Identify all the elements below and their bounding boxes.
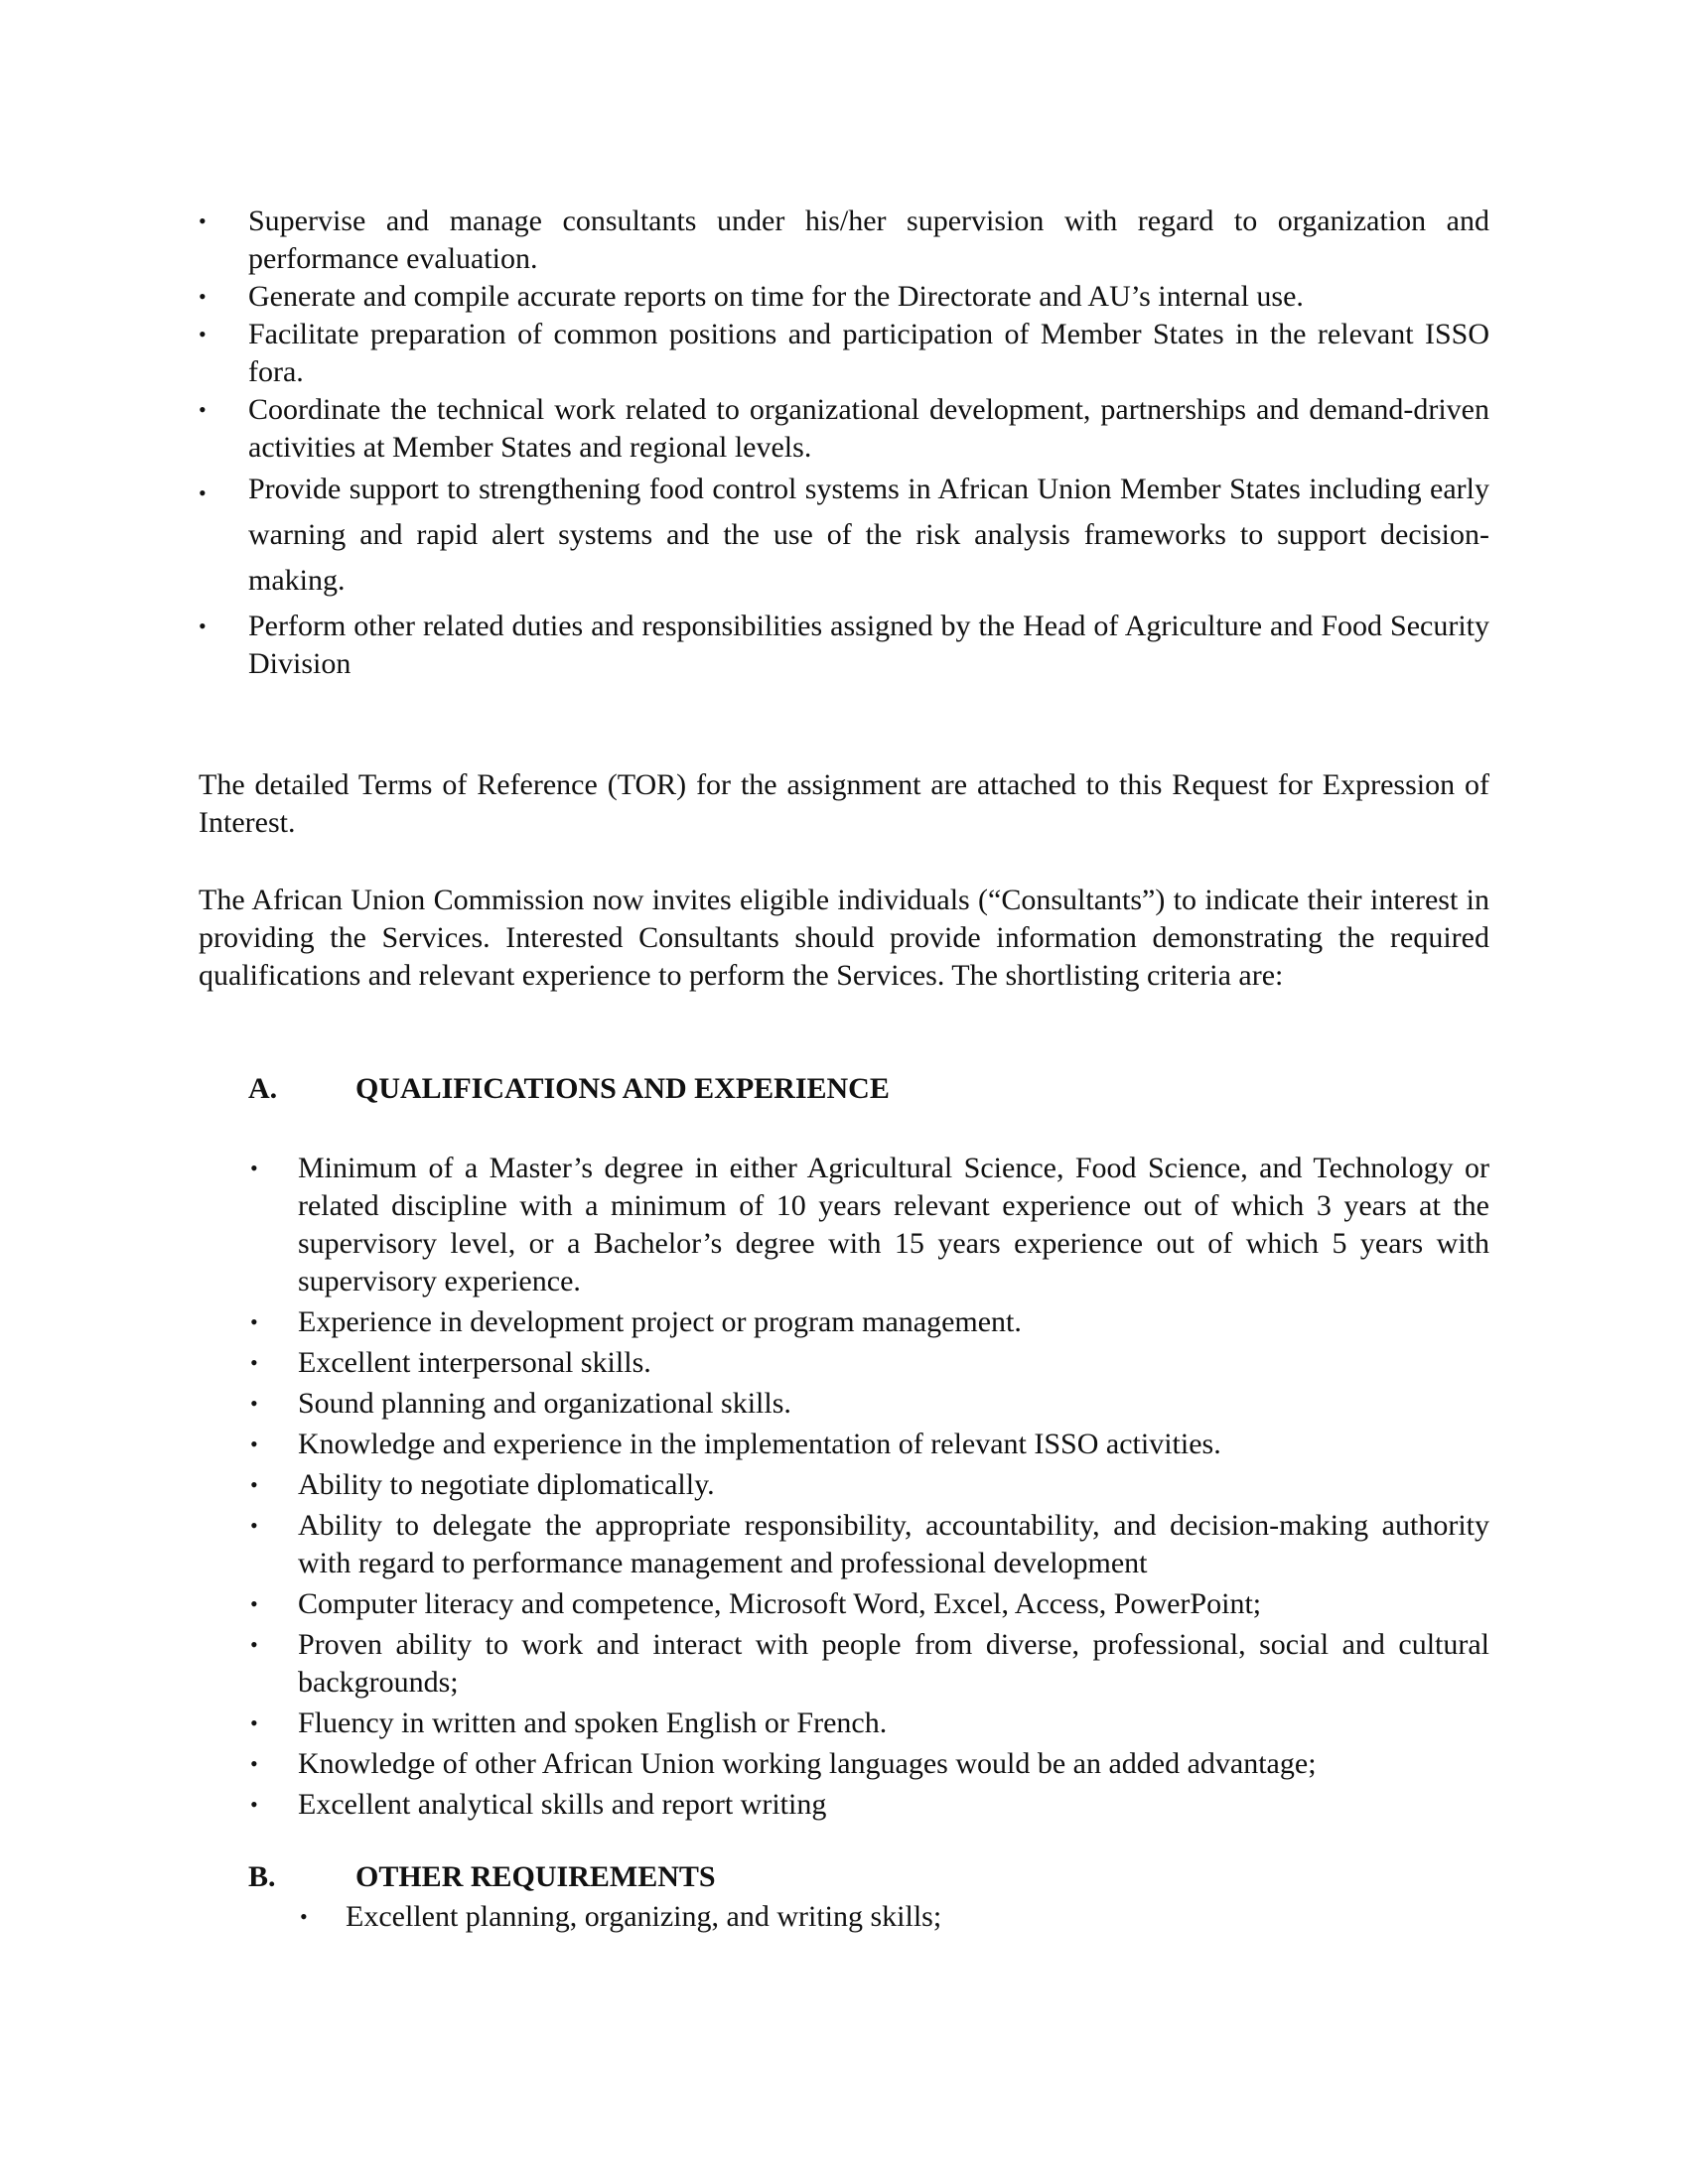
list-item: • Knowledge and experience in the implementation of relevant ISSO activities. bbox=[248, 1426, 1489, 1463]
bullet-icon: • bbox=[199, 397, 207, 422]
qualifications-list bbox=[248, 1150, 1489, 1827]
list-item: • Excellent analytical skills and report writing bbox=[248, 1786, 1489, 1824]
list-item: • Generate and compile accurate reports on time for the Directorate and AU’s internal use. bbox=[199, 278, 1489, 316]
list-item: • Excellent interpersonal skills. bbox=[248, 1344, 1489, 1382]
list-item: • Coordinate the technical work related to organizational development, partnerships and demand-driven activities at Member States and regional levels. bbox=[199, 393, 1489, 464]
section-a-letter: A. bbox=[248, 1072, 278, 1105]
list-item: • Computer literacy and competence, Microsoft Word, Excel, Access, PowerPoint; bbox=[248, 1585, 1489, 1623]
list-item: • Fluency in written and spoken English or French. bbox=[248, 1705, 1489, 1742]
list-item: • Experience in development project or program management. bbox=[248, 1303, 1489, 1341]
list-item: • Facilitate preparation of common positions and participation of Member States in the relevant ISSO fora. bbox=[199, 318, 1489, 388]
section-b-heading bbox=[248, 1858, 716, 1896]
bullet-icon: • bbox=[250, 1309, 258, 1334]
list-item: • Perform other related duties and responsibilities assigned by the Head of Agriculture and Food Security Division bbox=[199, 610, 1489, 680]
bullet-icon: • bbox=[250, 1156, 258, 1180]
bullet-icon: • bbox=[250, 1751, 258, 1776]
tor-paragraph: The detailed Terms of Reference (TOR) for the assignment are attached to this Request for Expression of Interest. bbox=[199, 768, 1489, 839]
other-requirements-list bbox=[298, 1898, 1489, 1936]
duties-list bbox=[199, 203, 1489, 683]
invitation-paragraph: The African Union Commission now invites eligible individuals (“Consultants”) to indicate their interest in providing the Services. Interested Consultants should provide information demonstrating the required qualifications and relevant experience to perform the Services. The shortlisting criteria are: bbox=[199, 884, 1489, 992]
bullet-icon: • bbox=[250, 1391, 258, 1416]
bullet-icon: • bbox=[250, 1350, 258, 1375]
bullet-icon: • bbox=[250, 1513, 258, 1538]
bullet-icon: • bbox=[250, 1710, 258, 1735]
bullet-icon: • bbox=[250, 1632, 258, 1657]
bullet-icon: • bbox=[250, 1472, 258, 1497]
bullet-icon: • bbox=[199, 208, 207, 233]
list-item: • Minimum of a Master’s degree in either Agricultural Science, Food Science, and Technology or related discipline with a minimum of 10 years relevant experience out of which 3 years at the supervisory level, or a Bachelor’s degree with 15 years experience out of which 5 years with supervisory experience. bbox=[250, 1152, 1489, 1297]
list-item: • Ability to negotiate diplomatically. bbox=[248, 1466, 1489, 1504]
bullet-icon: • bbox=[250, 1432, 258, 1456]
bullet-icon: • bbox=[300, 1904, 308, 1929]
list-item: • Sound planning and organizational skills. bbox=[248, 1385, 1489, 1423]
bullet-icon: • bbox=[250, 1591, 258, 1616]
list-item: • Proven ability to work and interact with people from diverse, professional, social and cultural backgrounds; bbox=[250, 1628, 1489, 1699]
bullet-icon: • bbox=[199, 614, 207, 638]
bullet-icon: • bbox=[199, 284, 207, 309]
section-a-heading bbox=[248, 1070, 890, 1108]
bullet-icon: • bbox=[199, 480, 207, 505]
bullet-icon: • bbox=[199, 322, 207, 346]
bullet-icon: • bbox=[250, 1792, 258, 1817]
list-item: • Knowledge of other African Union working languages would be an added advantage; bbox=[248, 1745, 1489, 1783]
list-item: • Provide support to strengthening food control systems in African Union Member States including early warning and rapid alert systems and the use of the risk analysis frameworks to support decision-making. bbox=[199, 473, 1489, 597]
list-item: • Supervise and manage consultants under his/her supervision with regard to organization and performance evaluation. bbox=[199, 205, 1489, 275]
list-item: • Excellent planning, organizing, and writing skills; bbox=[298, 1898, 1489, 1936]
section-b-title: OTHER REQUIREMENTS bbox=[355, 1860, 716, 1893]
section-a-title: QUALIFICATIONS AND EXPERIENCE bbox=[355, 1072, 890, 1105]
section-b-letter: B. bbox=[248, 1860, 276, 1893]
list-item: • Ability to delegate the appropriate responsibility, accountability, and decision-making authority with regard to performance management and professional development bbox=[250, 1509, 1489, 1579]
